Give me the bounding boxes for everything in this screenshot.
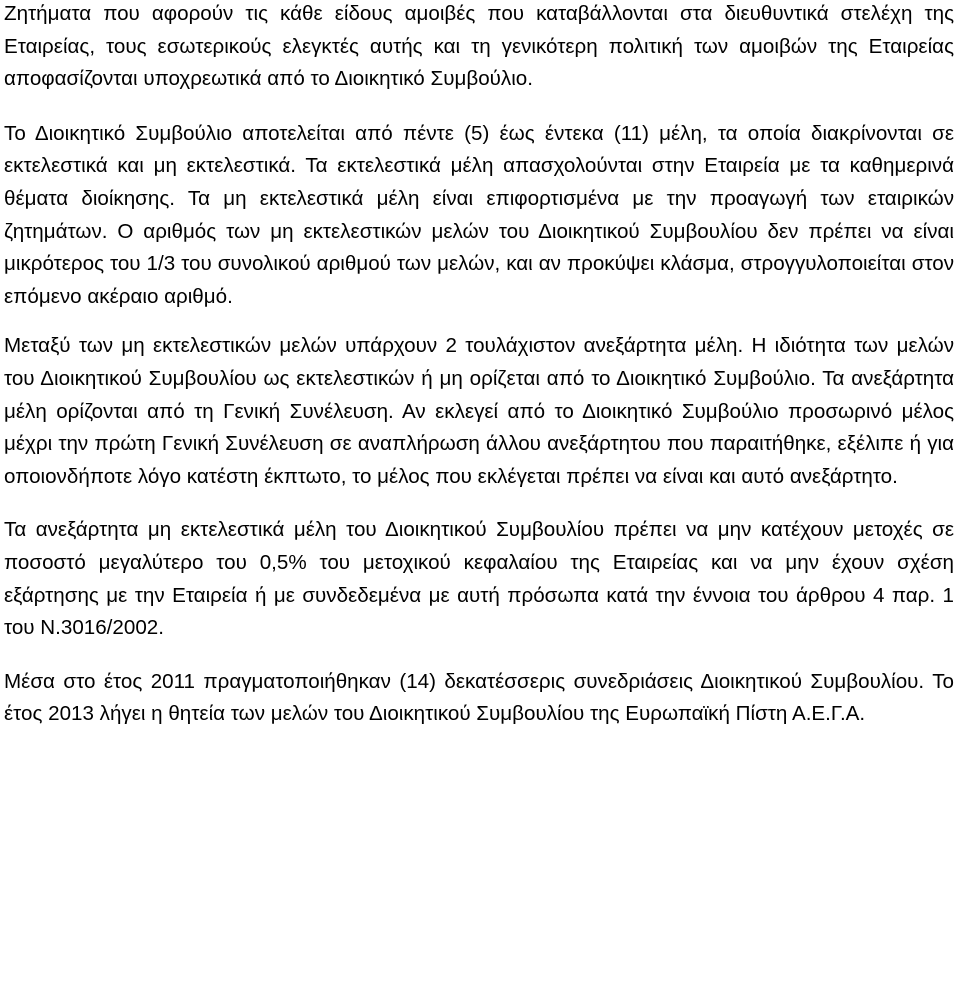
paragraph-remuneration: Ζητήματα που αφορούν τις κάθε είδους αμοιβές που καταβάλλονται στα διευθυντικά στελέχη της Εταιρείας, τους εσωτερικούς ελεγκτές αυτής και τη γενικότερη πολιτική των αμοιβών της Εταιρείας αποφασίζονται υποχρεωτικά από το Διοικητικό Συμβούλιο. — [4, 2, 954, 91]
document-page — [4, 0, 954, 731]
paragraph-meetings: Μέσα στο έτος 2011 πραγματοποιήθηκαν (14) δεκατέσσερις συνεδριάσεις Διοικητικού Συμβουλίου. Το έτος 2013 λήγει η θητεία των μελών του Διοικητικού Συμβουλίου της Ευρωπαϊκή Πίστη Α.Ε.Γ.Α. — [4, 669, 954, 726]
paragraph-board-composition: Το Διοικητικό Συμβούλιο αποτελείται από πέντε (5) έως έντεκα (11) μέλη, τα οποία διακρίνονται σε εκτελεστικά και μη εκτελεστικά. Τα εκτελεστικά μέλη απασχολούνται στην Εταιρεία με τα καθημερινά θέματα διοίκησης. Τα μη εκτελεστικά μέλη είναι επιφορτισμένα με την προαγωγή των εταιρικών ζητημάτων. Ο αριθμός των μη εκτελεστικών μελών του Διοικητικού Συμβουλίου δεν πρέπει να είναι μικρότερος του 1/3 του συνολικού αριθμού των μελών, και αν προκύψει κλάσμα, στρογγυλοποιείται στον επόμενο ακέραιο αριθμό. — [4, 121, 954, 308]
paragraph-independence-criteria: Τα ανεξάρτητα μη εκτελεστικά μέλη του Διοικητικού Συμβουλίου πρέπει να μην κατέχουν μετοχές σε ποσοστό μεγαλύτερο του 0,5% του μετοχικού κεφαλαίου της Εταιρείας και να μην έχουν σχέση εξάρτησης με την Εταιρεία ή με συνδεδεμένα με αυτή πρόσωπα κατά την έννοια του άρθρου 4 παρ. 1 του Ν.3016/2002. — [4, 518, 954, 640]
paragraph-independent-members: Μεταξύ των μη εκτελεστικών μελών υπάρχουν 2 τουλάχιστον ανεξάρτητα μέλη. Η ιδιότητα των μελών του Διοικητικού Συμβουλίου ως εκτελεστικών ή μη ορίζεται από το Διοικητικό Συμβούλιο. Τα ανεξάρτητα μέλη ορίζονται από τη Γενική Συνέλευση. Αν εκλεγεί από το Διοικητικό Συμβούλιο προσωρινό μέλος μέχρι την πρώτη Γενική Συνέλευση σε αναπλήρωση άλλου ανεξάρτητου που παραιτήθηκε, εξέλιπε ή για οποιονδήποτε λόγο κατέστη έκπτωτο, το μέλος που εκλέγεται πρέπει να είναι και αυτό ανεξάρτητο. — [4, 334, 954, 488]
